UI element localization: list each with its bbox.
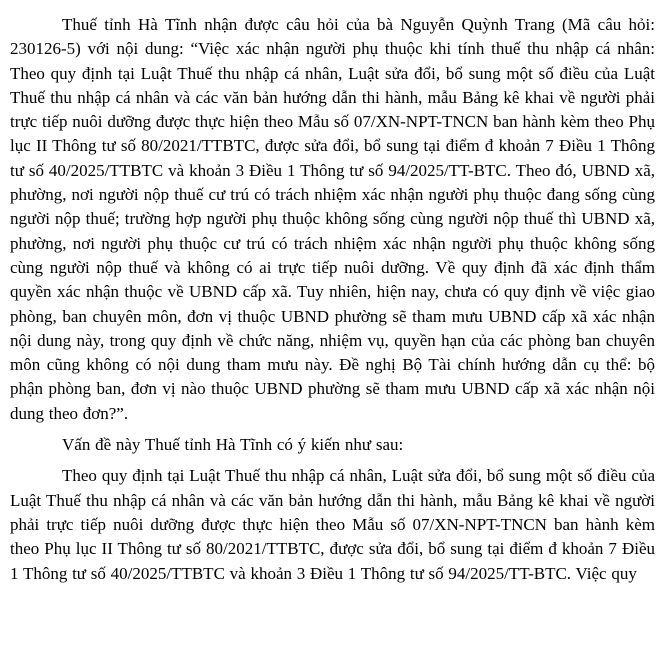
paragraph-taxpayer-question: Thuế tỉnh Hà Tĩnh nhận được câu hỏi của bà Nguyễn Quỳnh Trang (Mã câu hỏi: 230126-5) với nội dung: “Việc xác nhận người phụ thuộc khi tính thuế thu nhập cá nhân: Theo quy định tại Luật Thuế thu nhập cá nhân, Luật sửa đổi, bổ sung một số điều của Luật Thuế thu nhập cá nhân và các văn bản hướng dẫn thi hành, mẫu Bảng kê khai về người phải trực tiếp nuôi dưỡng được thực hiện theo Mẫu số 07/XN-NPT-TNCN ban hành kèm theo Phụ lục II Thông tư số 80/2021/TTBTC, được sửa đổi, bổ sung tại điểm đ khoản 7 Điều 1 Thông tư số 40/2025/TTBTC và khoản 3 Điều 1 Thông tư số 94/2025/TT-BTC. Theo đó, UBND xã, phường, nơi người nộp thuế cư trú có trách nhiệm xác nhận người phụ thuộc đang sống cùng người nộp thuế; trường hợp người phụ thuộc không sống cùng người nộp thuế thì UBND xã, phường, nơi người phụ thuộc cư trú có trách nhiệm xác nhận người phụ thuộc không sống cùng người nộp thuế và không có ai trực tiếp nuôi dưỡng. Về quy định đã xác định thẩm quyền xác nhận thuộc về UBND cấp xã. Tuy nhiên, hiện nay, chưa có quy định về việc giao phòng, ban chuyên môn, đơn vị thuộc UBND phường sẽ tham mưu UBND cấp xã xác nhận nội dung này, trong quy định về chức năng, nhiệm vụ, quyền hạn của các phòng ban chuyên môn cũng không có nội dung tham mưu này. Đề nghị Bộ Tài chính hướng dẫn cụ thể: bộ phận phòng ban, đơn vị nào thuộc UBND phường sẽ tham mưu UBND cấp xã xác nhận nội dung theo đơn?”. — [10, 15, 655, 423]
paragraph-reply-body: Theo quy định tại Luật Thuế thu nhập cá nhân, Luật sửa đổi, bổ sung một số điều của Luật Thuế thu nhập cá nhân và các văn bản hướng dẫn thi hành, mẫu Bảng kê khai về người phải trực tiếp nuôi dưỡng được thực hiện theo Mẫu số 07/XN-NPT-TNCN ban hành kèm theo Phụ lục II Thông tư số 80/2021/TTBTC, được sửa đổi, bổ sung tại điểm đ khoản 7 Điều 1 Thông tư số 40/2025/TTBTC và khoản 3 Điều 1 Thông tư số 94/2025/TT-BTC. Việc quy — [10, 466, 655, 583]
paragraph-reply-lead-in: Vấn đề này Thuế tỉnh Hà Tĩnh có ý kiến như sau: — [62, 435, 404, 455]
